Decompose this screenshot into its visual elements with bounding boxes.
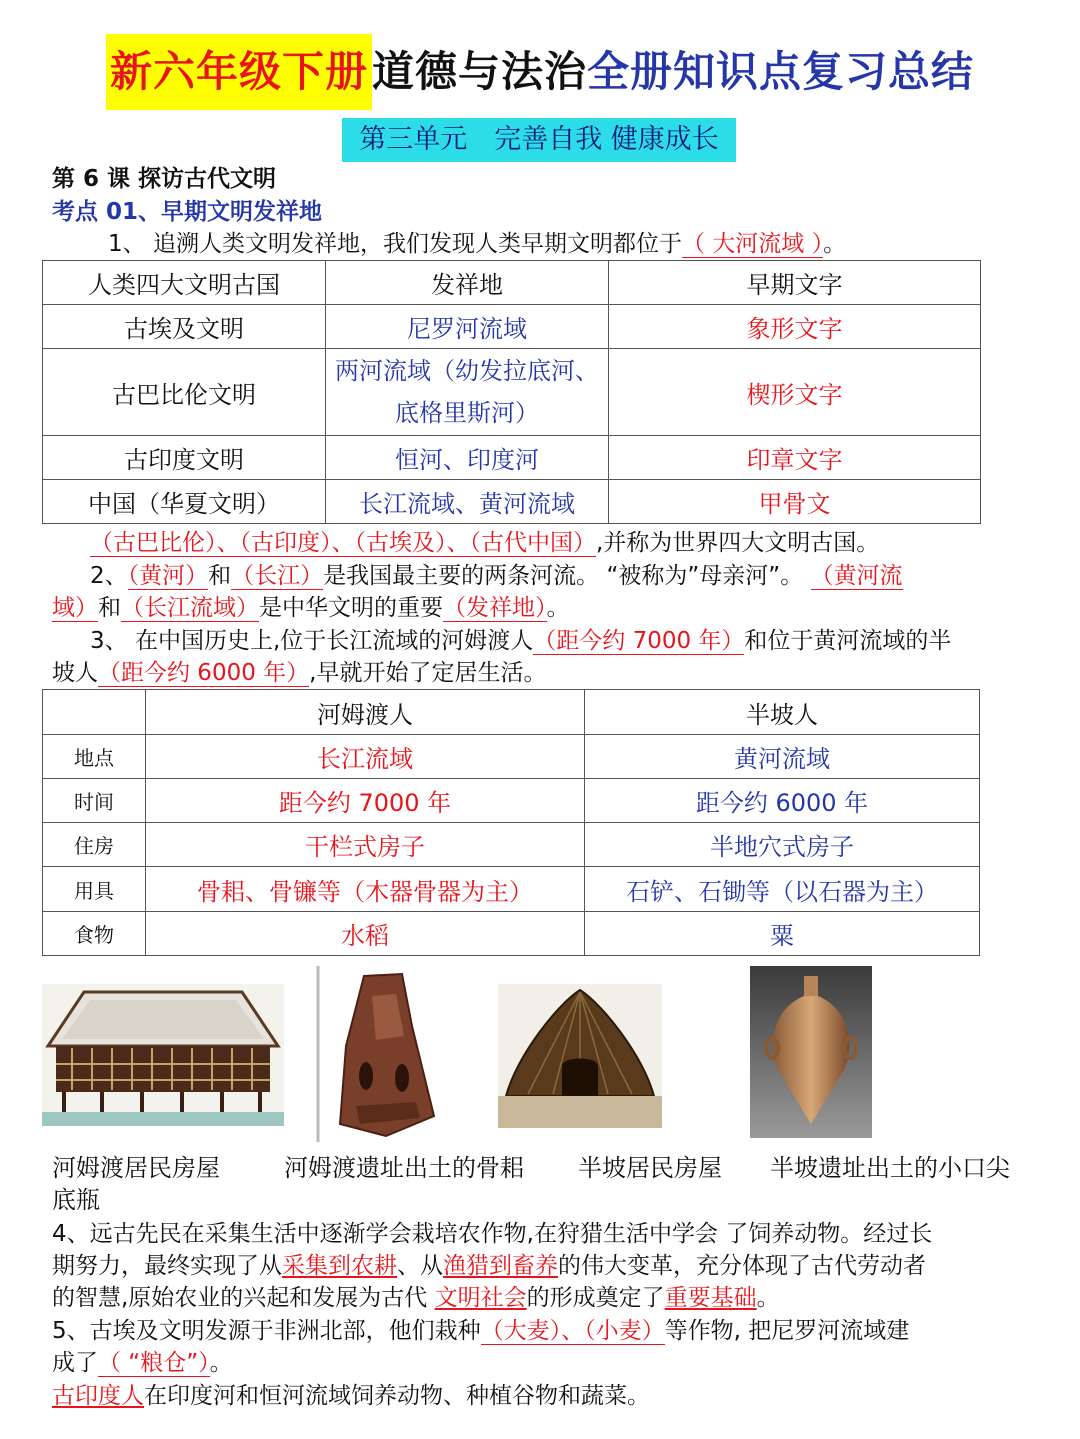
q2-text: 和 bbox=[98, 595, 121, 621]
q6-text: 在印度河和恒河流域饲养动物、种植谷物和蔬菜。 bbox=[144, 1383, 650, 1409]
q4-line1: 4、远古先民在采集生活中逐渐学会栽培农作物,在狩猎生活中学会 了饲养动物。经过长 bbox=[52, 1221, 933, 1247]
q4-line3 bbox=[52, 1282, 780, 1314]
header-hemudu: 河姆渡人 bbox=[146, 690, 585, 735]
caption-bone-spade: 河姆渡遗址出土的骨耜 bbox=[284, 1154, 524, 1182]
table-header-row bbox=[43, 261, 981, 305]
q2-answer: （长江流域） bbox=[121, 595, 259, 621]
banpo-cell: 距今约 6000 年 bbox=[585, 779, 980, 823]
hemudu-cell: 水稻 bbox=[146, 912, 585, 956]
q2-text: 和 bbox=[208, 563, 232, 589]
row-label: 住房 bbox=[43, 823, 146, 867]
table-row bbox=[43, 349, 981, 436]
q4-text: 的形成奠定了 bbox=[526, 1285, 665, 1311]
q5-line2 bbox=[52, 1347, 233, 1379]
unit-banner: 第三单元 完善自我 健康成长 bbox=[342, 118, 736, 162]
q4-answer: 渔猎到畜养 bbox=[443, 1253, 558, 1279]
q2-answer: （黄河） bbox=[127, 563, 209, 589]
hemudu-cell: 长江流域 bbox=[146, 735, 585, 779]
q6-answer: 古印度人 bbox=[52, 1383, 144, 1409]
civ-script: 象形文字 bbox=[609, 305, 981, 349]
civ-script: 楔形文字 bbox=[609, 349, 981, 436]
q5-text: 成了 bbox=[52, 1350, 98, 1376]
q1-answer: （ 大河流域 ） bbox=[681, 231, 824, 257]
table-row bbox=[43, 480, 981, 524]
q4-text: 。 bbox=[756, 1285, 780, 1311]
civ-place-line2: 底格里斯河） bbox=[395, 399, 539, 427]
q1-text: 1、 追溯人类文明发祥地，我们发现人类早期文明都位于 bbox=[108, 231, 682, 257]
pointed-bottle-image bbox=[750, 966, 872, 1138]
hemudu-cell: 骨耜、骨镰等（木器骨器为主） bbox=[146, 867, 585, 912]
civ-script: 甲骨文 bbox=[609, 480, 981, 524]
q2-text: 是我国最主要的两条河流。 “被称为”母亲河”。 bbox=[323, 563, 804, 589]
row-label: 地点 bbox=[43, 735, 146, 779]
q4-text: 、从 bbox=[397, 1253, 443, 1279]
q3-text: 坡人 bbox=[52, 660, 98, 686]
table-row bbox=[43, 912, 980, 956]
q2-answer: 域） bbox=[52, 595, 98, 621]
q2-num: 2、 bbox=[90, 563, 128, 589]
title-summary: 全册知识点复习总结 bbox=[587, 47, 975, 96]
table-row bbox=[43, 735, 980, 779]
q2-text: 。 bbox=[546, 595, 570, 621]
civ-name: 古巴比伦文明 bbox=[43, 349, 326, 436]
q3-answer: （距今约 6000 年） bbox=[98, 660, 310, 686]
header-civ: 人类四大文明古国 bbox=[43, 261, 326, 305]
table-row bbox=[43, 436, 981, 480]
civ-place: 长江流域、黄河流域 bbox=[326, 480, 609, 524]
hemudu-cell: 干栏式房子 bbox=[146, 823, 585, 867]
civ-place: 尼罗河流域 bbox=[326, 305, 609, 349]
row-label: 时间 bbox=[43, 779, 146, 823]
q3-line2 bbox=[52, 657, 546, 689]
q2-text: 是中华文明的重要 bbox=[259, 595, 443, 621]
caption-hemudu-house: 河姆渡居民房屋 bbox=[52, 1154, 220, 1182]
table-row bbox=[43, 305, 981, 349]
q5-answer: （ “粮仓”） bbox=[98, 1350, 210, 1376]
civ-name: 古埃及文明 bbox=[43, 305, 326, 349]
four-civ-answer: （古巴比伦）、（古印度）、（古埃及）、（古代中国） bbox=[90, 530, 596, 556]
q4-text: 的智慧,原始农业的兴起和发展为古代 bbox=[52, 1285, 435, 1311]
q3-num: 3、 bbox=[90, 628, 128, 654]
title-grade: 新六年级下册 bbox=[106, 34, 372, 110]
q3-text: 在中国历史上,位于长江流域的河姆渡人 bbox=[127, 628, 534, 654]
banpo-cell: 黄河流域 bbox=[585, 735, 980, 779]
q5-line1 bbox=[52, 1315, 909, 1347]
header-place: 发祥地 bbox=[326, 261, 609, 305]
q2-answer: （黄河流 bbox=[810, 563, 903, 589]
table-row bbox=[43, 867, 980, 912]
q3-text: 和位于黄河流域的半 bbox=[744, 628, 952, 654]
civ-name: 中国（华夏文明） bbox=[43, 480, 326, 524]
civ-script: 印章文字 bbox=[609, 436, 981, 480]
hemudu-cell: 距今约 7000 年 bbox=[146, 779, 585, 823]
table-header-row bbox=[43, 690, 980, 735]
settlement-table bbox=[42, 689, 980, 956]
q2-answer: （发祥地） bbox=[443, 595, 547, 621]
banpo-cell: 石铲、石锄等（以石器为主） bbox=[585, 867, 980, 912]
q5-text: 5、古埃及文明发源于非洲北部，他们栽种 bbox=[52, 1318, 481, 1344]
banpo-cell: 粟 bbox=[585, 912, 980, 956]
hemudu-house-image bbox=[42, 984, 284, 1126]
q4-line2 bbox=[52, 1250, 926, 1282]
row-label: 用具 bbox=[43, 867, 146, 912]
q6-line bbox=[52, 1380, 650, 1412]
q2-line2 bbox=[52, 592, 570, 624]
row-label: 食物 bbox=[43, 912, 146, 956]
q5-text: 。 bbox=[209, 1350, 233, 1376]
civ-place-line1: 两河流域（幼发拉底河、 bbox=[335, 357, 599, 385]
kaodian-heading: 考点 01、早期文明发祥地 bbox=[52, 199, 323, 225]
q2-answer: （长江） bbox=[231, 563, 324, 589]
caption-pointed-bottle: 半坡遗址出土的小口尖 bbox=[770, 1154, 1010, 1182]
q3-line1 bbox=[90, 625, 951, 657]
table-row bbox=[43, 779, 980, 823]
q5-answer: （大麦）、（小麦） bbox=[480, 1318, 665, 1344]
civilization-table bbox=[42, 260, 981, 524]
q4-answer: 重要基础 bbox=[664, 1285, 757, 1311]
caption-pointed-bottle-cont: 底瓶 bbox=[52, 1186, 100, 1214]
q3-answer: （距今约 7000 年） bbox=[533, 628, 745, 654]
header-script: 早期文字 bbox=[609, 261, 981, 305]
page-title bbox=[0, 34, 1080, 110]
q1-line bbox=[108, 228, 846, 260]
civ-place: 恒河、印度河 bbox=[326, 436, 609, 480]
caption-banpo-house: 半坡居民房屋 bbox=[578, 1154, 722, 1182]
civ-place bbox=[326, 349, 609, 436]
lesson-heading: 第 6 课 探访古代文明 bbox=[52, 166, 277, 192]
banpo-cell: 半地穴式房子 bbox=[585, 823, 980, 867]
q4-answer: 文明社会 bbox=[434, 1285, 527, 1311]
header-banpo: 半坡人 bbox=[585, 690, 980, 735]
table-row bbox=[43, 823, 980, 867]
title-subject: 道德与法治 bbox=[371, 47, 587, 96]
banpo-house-image bbox=[498, 984, 662, 1128]
four-civ-suffix: ,并称为世界四大文明古国。 bbox=[596, 530, 880, 556]
q3-text: ,早就开始了定居生活。 bbox=[309, 660, 547, 686]
q1-suffix: 。 bbox=[823, 231, 847, 257]
q4-text: 的伟大变革，充分体现了古代劳动者 bbox=[558, 1253, 926, 1279]
q2-line1 bbox=[90, 560, 903, 592]
q5-text: 等作物, 把尼罗河流域建 bbox=[664, 1318, 910, 1344]
header-empty bbox=[43, 690, 146, 735]
bone-spade-image bbox=[316, 966, 450, 1142]
civ-name: 古印度文明 bbox=[43, 436, 326, 480]
four-civ-line bbox=[90, 527, 879, 559]
q4-text: 期努力，最终实现了从 bbox=[52, 1253, 282, 1279]
q4-answer: 采集到农耕 bbox=[282, 1253, 397, 1279]
